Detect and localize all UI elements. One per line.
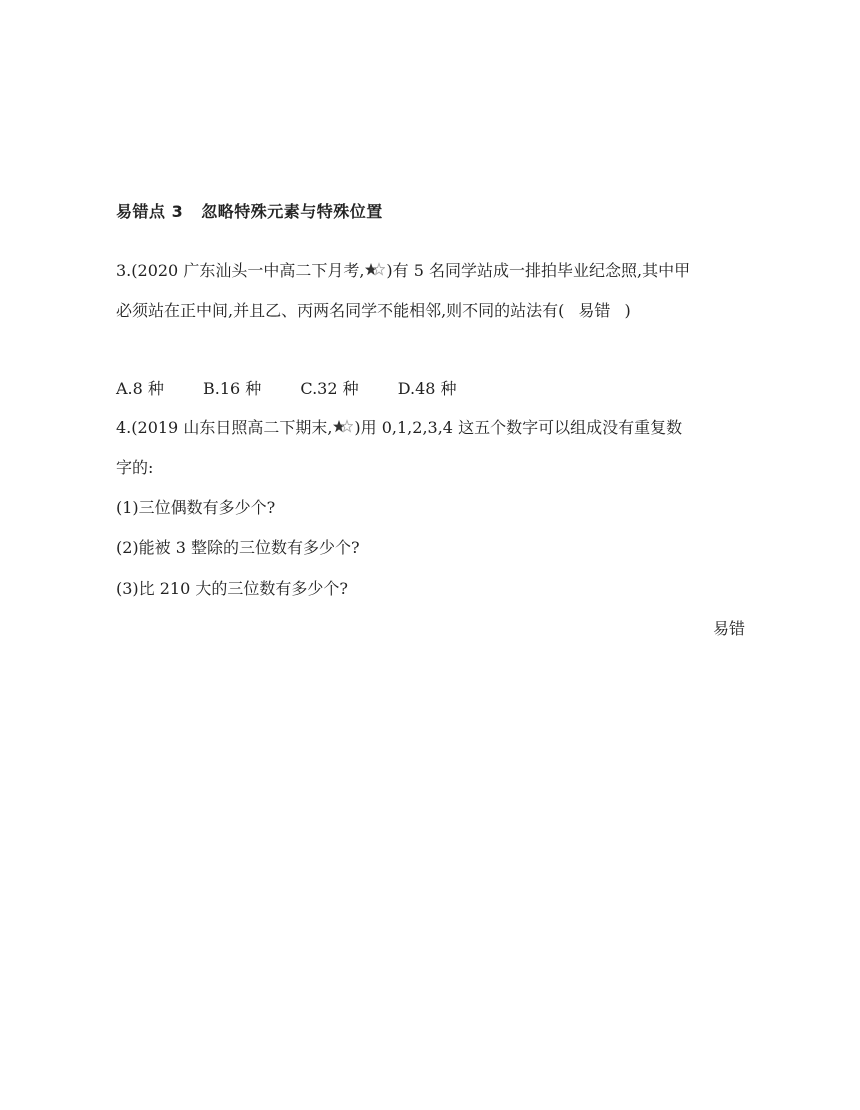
answer-choices	[116, 376, 457, 399]
question-4-line-1	[116, 415, 682, 438]
difficulty-stars-icon	[333, 419, 353, 435]
question-4-sub-3: (3)比 210 大的三位数有多少个?	[116, 579, 348, 598]
question-3-source: 3.(2020 广东汕头一中高二下月考,	[116, 261, 365, 280]
section-heading	[116, 199, 383, 222]
section-label: 易错点 3	[116, 202, 184, 221]
question-4-sub-1: (1)三位偶数有多少个?	[116, 498, 276, 517]
question-3-line-2	[116, 298, 631, 321]
difficulty-stars-icon	[365, 262, 385, 278]
question-3-text-1: )有 5 名同学站成一排拍毕业纪念照,其中甲	[386, 261, 691, 280]
choice-a[interactable]: A.8 种	[116, 379, 164, 398]
question-4-text-1: )用 0,1,2,3,4 这五个数字可以组成没有重复数	[354, 418, 683, 437]
question-4-sub-2: (2)能被 3 整除的三位数有多少个?	[116, 538, 360, 557]
question-4-source: 4.(2019 山东日照高二下期末,	[116, 418, 333, 437]
answer-paren-close: )	[624, 301, 631, 320]
question-4-line-2: 字的:	[116, 458, 154, 477]
choice-b[interactable]: B.16 种	[203, 379, 262, 398]
question-3-text-2: 必须站在正中间,并且乙、丙两名同学不能相邻,则不同的站法有(	[116, 301, 565, 320]
section-title-text: 忽略特殊元素与特殊位置	[201, 202, 383, 221]
choice-c[interactable]: C.32 种	[300, 379, 359, 398]
error-prone-tag: 易错	[712, 619, 745, 638]
error-prone-tag: 易错	[578, 301, 611, 320]
choice-d[interactable]: D.48 种	[397, 379, 457, 398]
question-3-line-1	[116, 258, 690, 281]
